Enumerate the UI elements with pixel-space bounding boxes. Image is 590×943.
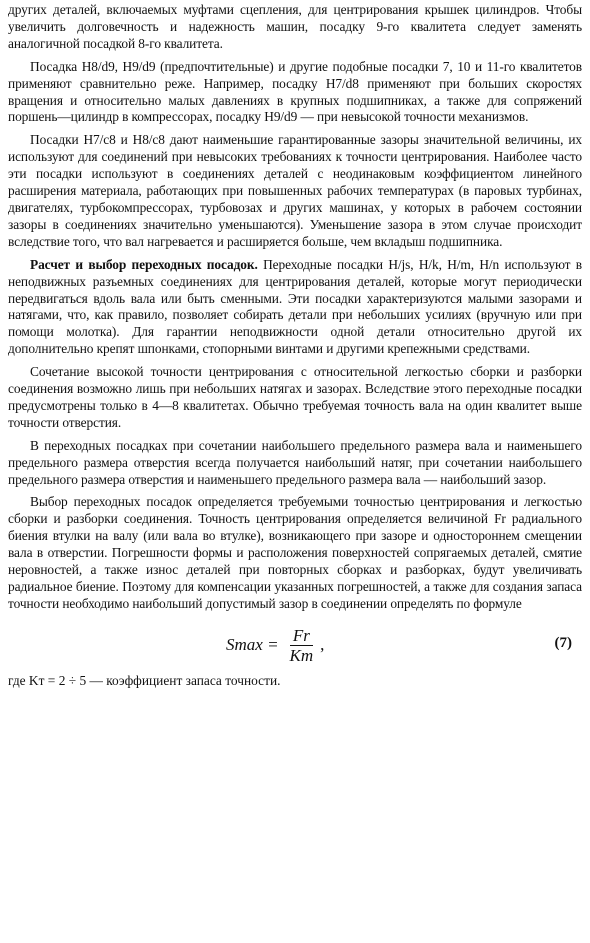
formula-numerator: Fr — [290, 627, 313, 646]
formula-fraction — [287, 627, 317, 664]
formula-denominator: Kт — [289, 645, 314, 665]
equation-number: (7) — [554, 634, 572, 651]
paragraph-2: Посадка H8/d9, H9/d9 (предпочтительные) и другие подобные посадки 7, 10 и 11-го квалитетов применяют сравнительно реже. Например, посадку H7/d8 применяют при больших скоростях вращения и относительно малых давлениях в крупных подшипниках, а также для сопряжений поршень—цилиндр в компрессорах, посадку H9/d9 — при невысокой точности механизмов. — [8, 58, 582, 125]
formula-comma: , — [320, 635, 325, 655]
paragraph-3: Посадки H7/c8 и H8/c8 дают наименьшие гарантированные зазоры значительной величины, их используют для соединений при невысоких требованиях к точности центрирования. Наиболее часто эти посадки используют в соединениях деталей с неодинаковым коэффициентом линейного расширения материала, работающих при повышенных рабочих температурах (в паровых турбинах, двигателях, турбокомпрессорах, турбовозах и других машинах, у которых в рабочем состоянии зазоры в соединениях значительно уменьшаются). Уменьшение зазора в этом случае происходит вследствие того, что вал нагревается и расширяется больше, чем вкладыш подшипника. — [8, 132, 582, 249]
paragraph-1: других деталей, включаемых муфтами сцепления, для центрирования крышек цилиндров. Чтобы увеличить долговечность и надежность машин, посадку 9-го квалитета следует заменять аналогичной посадкой 8-го квалитета. — [8, 2, 582, 51]
paragraph-6: В переходных посадках при сочетании наибольшего предельного размера вала и наименьшего предельного размера отверстия всегда получается наибольший натяг, при сочетании наибольшего предельного размера отверстия и наименьшего предельного размера вала — наибольший зазор. — [8, 437, 582, 487]
paragraph-4 — [8, 257, 582, 358]
paragraph-4-body: Переходные посадки H/js, H/k, H/m, H/n используют в неподвижных разъемных соединениях для центрирования деталей, которые могут периодически передвигаться вдоль вала или быть сменными. Эти посадки характеризуются малыми зазорами и натягами, что, как правило, позволяет собирать детали при небольших усилиях (вручную или при помощи молотка). Для гарантии неподвижности одной детали относительно другой их дополнительно крепят шпонками, стопорными винтами и другими крепежными средствами. — [8, 256, 582, 357]
formula-lhs: Smax = — [226, 635, 279, 655]
formula-7 — [8, 619, 582, 667]
formula-expression — [226, 627, 324, 664]
formula-explanation: где Kт = 2 ÷ 5 — коэффициент запаса точности. — [8, 672, 281, 688]
paragraph-5: Сочетание высокой точности центрирования с относительной легкостью сборки и разборки соединения возможно лишь при небольших натягах и зазорах. Вследствие этого переходные посадки предусмотрены только в 4—8 квалитетах. Обычно требуемая точность вала на один квалитет выше точности отверстия. — [8, 364, 582, 430]
paragraph-7: Выбор переходных посадок определяется требуемыми точностью центрирования и легкостью сборки и разборки соединения. Точность центрирования определяется величиной Fr радиального биения втулки на валу (или вала во втулке), возникающего при зазоре и одностороннем смещении вала в отверстии. Погрешности формы и расположения поверхностей сопрягаемых деталей, смятие неровностей, а также износ деталей при повторных сборках и разборках, будут увеличивать радиальное биение. Поэтому для компенсации указанных погрешностей, а также для создания запаса точности необходимо наибольший допустимый зазор в соединении определять по формуле — [8, 494, 582, 611]
section-heading: Расчет и выбор переходных посадок. — [30, 256, 258, 272]
